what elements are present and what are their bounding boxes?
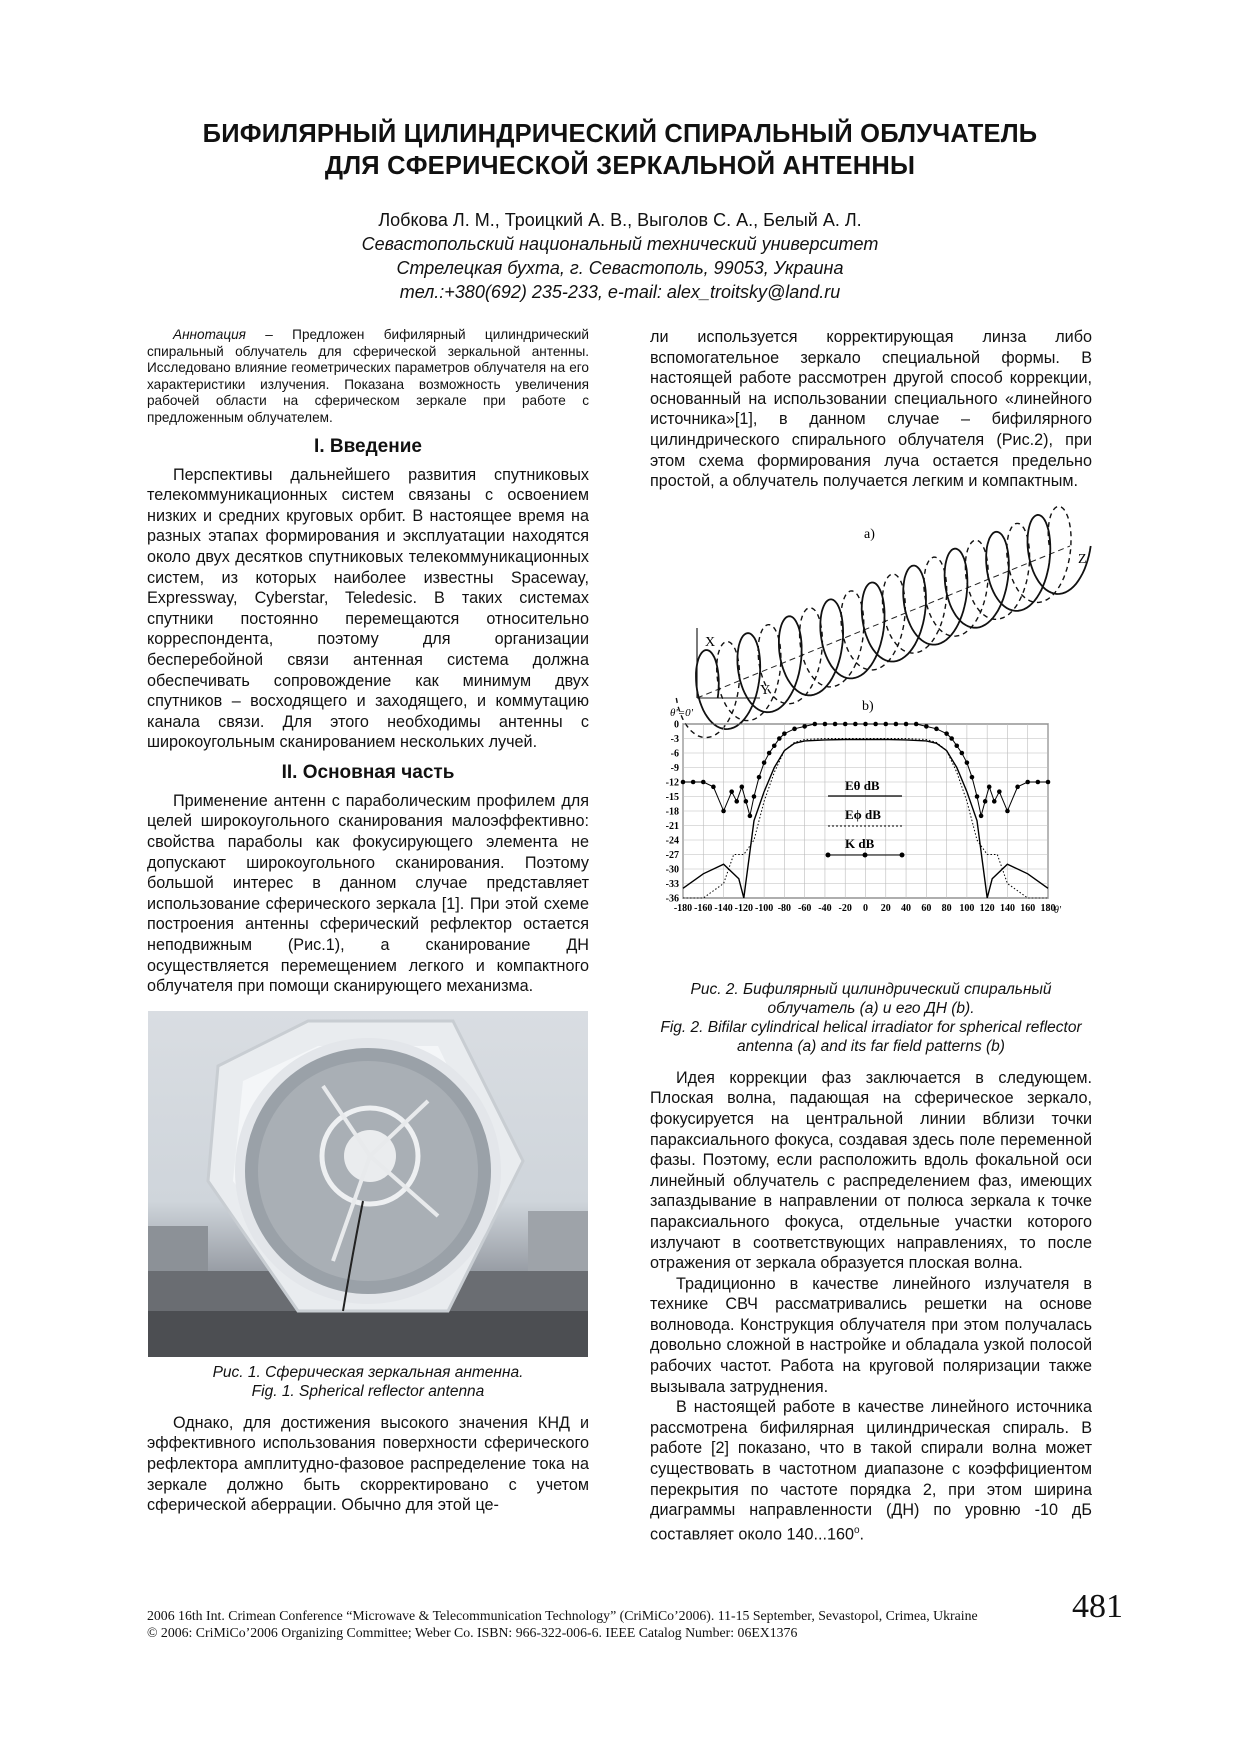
k-data-point [734,799,739,804]
k-data-point [949,736,954,741]
legend-ephi: Eϕ dB [845,806,881,822]
k-data-point [843,721,848,726]
k-data-point [1046,779,1051,784]
k-data-point [833,721,838,726]
k-data-point [883,721,888,726]
x-tick-label: 160 [1020,902,1036,914]
k-data-point [744,799,749,804]
k-data-point [748,813,753,818]
fig2-caption-en: Fig. 2. Bifilar cylindrical helical irradiator for spherical reflector antenna (a) and its far field patterns (b) [660,1018,1082,1055]
x-tick-label: -160 [694,902,713,914]
k-data-point [711,784,716,789]
x-tick-label: 100 [959,902,975,914]
k-data-point [904,721,909,726]
k-data-point [691,779,696,784]
y-tick-label: -9 [670,762,679,774]
y-tick-label: -6 [670,748,679,760]
k-data-point [997,789,1002,794]
k-data-point [752,794,757,799]
footer-line-1: 2006 16th Int. Crimean Conference “Microwave & Telecommunication Technology” (CriMiCo’2006). 11-15 September, Sevastopol, Crimea, Ukraine [147,1608,978,1623]
k-data-point [914,721,919,726]
x-tick-label: -180 [673,902,693,914]
y-tick-label: 0 [674,719,679,731]
k-data-point [873,721,878,726]
x-tick-label: -140 [714,902,733,914]
k-data-point [1005,808,1010,813]
y-tick-label: -33 [665,878,679,890]
fig1-caption-ru: Рис. 1. Сферическая зеркальная антенна. [212,1363,524,1381]
k-data-point [1015,784,1020,789]
x-tick-label: -100 [754,902,774,914]
k-data-point [802,724,807,729]
title-line-1: БИФИЛЯРНЫЙ ЦИЛИНДРИЧЕСКИЙ СПИРАЛЬНЫЙ ОБЛУЧАТЕЛЬ [202,120,1038,148]
sentence-end: . [859,1525,865,1544]
paper-title [60,118,1180,182]
left-column [147,327,589,1516]
k-data-point [863,721,868,726]
k-data-point [813,721,818,726]
authors: Лобкова Л. М., Троицкий А. В., Выголов С. А., Белый А. Л. [378,210,862,230]
k-data-point [853,721,858,726]
y-tick-label: -30 [665,864,679,876]
k-data-point [792,726,797,731]
page-number: 481 [1072,1588,1123,1625]
helix-and-pattern-figure [650,498,1093,976]
k-data-point [772,743,777,748]
section-heading-intro: I. Введение [314,435,422,457]
x-axis-label: θ' [1054,904,1062,916]
k-data-point [944,731,949,736]
y-tick-label: -15 [665,791,679,803]
y-tick-label: -18 [665,806,679,818]
k-data-point [729,789,734,794]
axis-label-z: Z [1078,551,1087,567]
right-paragraph-1: ли используется корректирующая линза либо вспомогательное зеркало специальной формы. В настоящей работе рассмотрен другой способ коррекции, основанный на использовании специального «линейного источника»[1], в данном случае – бифилярного цилиндрического спирального облучателя (Рис.2), при этом схема формирования луча остается предельно простой, а облучатель получается легким и компактным. [650,328,1092,491]
y-tick-label: -36 [665,893,679,905]
k-data-point [757,775,762,780]
x-tick-label: 180 [1040,902,1056,914]
degree-sign: o [853,1524,860,1536]
k-data-point [987,784,992,789]
helix-drawing [670,506,1091,737]
right-paragraph-3: Традиционно в качестве линейного излучателя в технике СВЧ рассматривались решетки на основе волновода. Конструкция облучателя при этом получалась довольно сложной в настройке и обладала узкой полосой рабочих частот. Работа на круговой поляризации также вызывала затруднения. [650,1274,1092,1396]
intro-paragraph: Перспективы дальнейшего развития спутниковых телекоммуникационных систем связаны с освоением низких и средних круговых орбит. В настоящее время на разных этапах формирования и эксплуатации находятся около двух десятков спутниковых телекоммуникационных систем, из которых наиболее известны Spaceway, Expressway, Cyberstar, Teledesic. В таких системах спутники постоянно перемещаются относительно корреспондента, поэтому для организации бесперебойной связи антенная система должна обеспечивать сопровождение как минимум двух спутников – восходящего и заходящего, и коммутацию канала связи. Для этого необходимы антенны с широкоугольным сканированием нескольких лучей. [147,465,589,752]
k-data-point [701,779,706,784]
k-data-point [762,760,767,765]
y-tick-label: -24 [665,835,679,847]
x-tick-label: 140 [999,902,1015,914]
x-tick-label: -20 [838,902,852,914]
antenna-photo-drawing [148,1011,588,1357]
k-data-point [975,794,980,799]
section-heading-main: II. Основная часть [281,761,455,783]
k-data-point [924,724,929,729]
antenna-photo [148,1011,588,1357]
y-tick-label: -3 [670,733,679,745]
x-tick-label: 120 [979,902,995,914]
k-data-point [954,743,959,748]
x-tick-label: 20 [880,902,891,914]
legend-k: K dB [845,835,875,851]
k-data-point [894,721,899,726]
k-data-point [934,726,939,731]
k-data-point [681,779,686,784]
k-data-point [960,750,965,755]
abstract-label: Аннотация [173,327,246,342]
x-tick-label: -80 [777,902,792,914]
address: Стрелецкая бухта, г. Севастополь, 99053, Украина [396,258,844,278]
k-data-point [782,731,787,736]
x-tick-label: -60 [797,902,812,914]
main-paragraph-2: Однако, для достижения высокого значения КНД и эффективного использования поверхности сферического рефлектора амплитудно-фазовое распределение тока на зеркале должно быть скорректировано с учетом сферической аберрации. Обычно для этой це- [147,1413,589,1515]
legend-etheta: Eθ dB [845,777,880,793]
k-data-point [983,799,988,804]
x-tick-label: -40 [818,902,832,914]
figure-2 [650,498,1093,976]
footer [147,1607,1067,1641]
k-data-point [965,760,970,765]
fig2-caption-ru: Рис. 2. Бифилярный цилиндрический спиральный облучатель (a) и его ДН (b). [690,980,1052,1017]
axis-label-y: Y [760,682,771,698]
fig2a-label: a) [864,526,875,542]
abstract [147,327,589,427]
y-tick-label: -27 [665,849,679,861]
title-line-2: ДЛЯ СФЕРИЧЕСКОЙ ЗЕРКАЛЬНОЙ АНТЕННЫ [324,152,916,180]
x-tick-label: -120 [734,902,754,914]
right-column [650,327,1092,1545]
main-paragraph-1: Применение антенн с параболическим профилем для целей широкоугольного сканирования малоэффективно: свойства параболы как фокусирующего элемента не допускают широкоугольного сканирования. Поэтому большой интерес в данном случае представляет использование сферического зеркала [1]. При этой схеме построения антенны сферический рефлектор остается неподвижным (Рис.1), а сканирование ДН осуществляется перемещением легкого и компактного облучателя при помощи сканирующего механизма. [147,791,589,996]
k-data-point [823,721,828,726]
right-paragraph-4 [650,1397,1092,1545]
author-block [60,208,1180,304]
affiliation: Севастопольский национальный технический университет [361,234,879,254]
chart-legend [826,778,905,858]
footer-line-2: © 2006: CriMiCo’2006 Organizing Committee; Weber Co. ISBN: 966-322-006-6. IEEE Catalog Number: 06EX1376 [147,1625,798,1640]
k-data-point [1036,779,1041,784]
y-tick-label: -21 [665,820,679,832]
k-data-point [777,736,782,741]
x-tick-label: 40 [901,902,912,914]
k-data-point [721,808,726,813]
k-data-point [992,799,997,804]
fig1-caption-en: Fig. 1. Spherical reflector antenna [251,1382,485,1400]
x-tick-label: 60 [921,902,932,914]
right-paragraph-4-text: В настоящей работе в качестве линейного источника рассмотрена бифилярная цилиндрическая спираль. В работе [2] показано, что в такой спирали волна может существовать в частотном диапазоне с коэффициентом перекрытия по частоте порядка 2, при этом ширина диаграммы направленности (ДН) по уровню -10 дБ составляет около 140...160 [650,1398,1092,1544]
x-tick-label: 0 [863,902,868,914]
k-data-point [1025,779,1030,784]
contact: тел.:+380(692) 235-233, e-mail: alex_troitsky@land.ru [399,282,841,302]
k-data-point [740,784,745,789]
abstract-text: – Предложен бифилярный цилиндрический спиральный облучатель для сферической зеркальной антенны. Исследовано влияние геометрических параметров облучателя на его характеристики излучения. Показана возможность увеличения рабочей области на сферическом зеркале при работе с предложенным облучателем. [147,327,589,425]
k-data-point [767,750,772,755]
right-paragraph-2: Идея коррекции фаз заключается в следующем. Плоская волна, падающая на сферическое зеркало, фокусируется на центральной линии вблизи точки параксиального фокуса, создавая здесь поле переменной фазы. Поэтому, если расположить вдоль фокальной оси линейный облучатель с распределением фаз, имеющих запаздывание в направлении от полюса зеркала к точке параксиального фокуса, отдельные участки которого излучают в соответствующих направлениях, то после отражения от зеркала образуется плоская волна. [650,1068,1092,1273]
k-data-point [970,775,975,780]
fig2b-label: b) [862,698,874,714]
theta-zero-label: θ'=0' [670,706,694,719]
x-tick-label: 80 [941,902,952,914]
axis-label-x: X [705,634,716,650]
y-tick-label: -12 [665,777,679,789]
k-data-point [979,813,984,818]
